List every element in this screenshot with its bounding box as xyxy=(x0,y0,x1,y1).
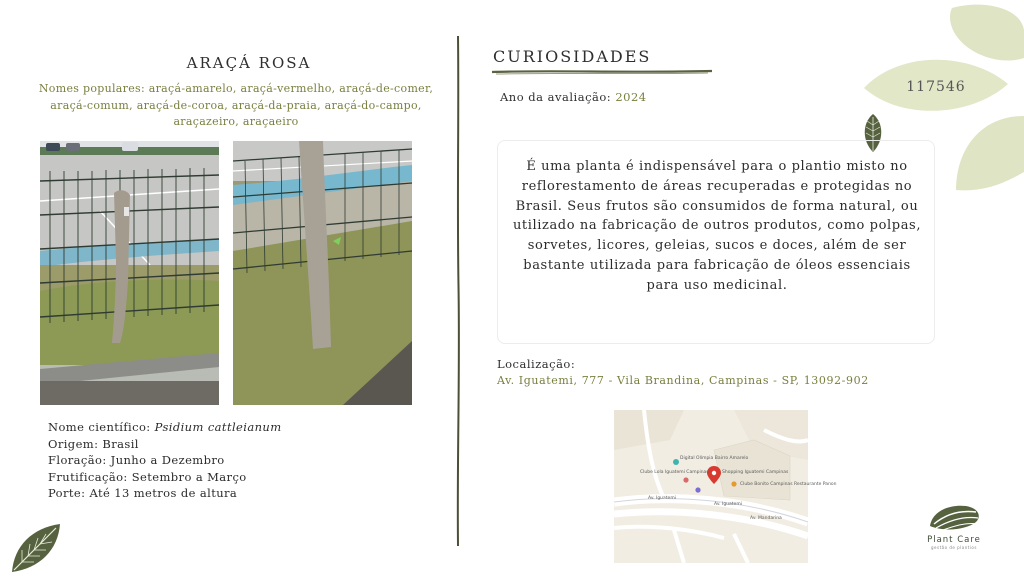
location-map[interactable] xyxy=(614,410,837,563)
popular-names: Nomes populares: araçá-amarelo, araçá-vermelho, araçá-de-comer, araçá-comum, araçá-de-coroa, araçá-da-praia, araçá-do-campo, araçazeiro, araçaeiro xyxy=(38,82,434,128)
location-address: Av. Iguatemi, 777 - Vila Brandina, Campinas - SP, 13092-902 xyxy=(497,374,869,387)
scientific-name-value: Psidium cattleianum xyxy=(154,420,282,434)
location-label: Localização: xyxy=(497,357,576,371)
origin-row: Origem: Brasil xyxy=(48,436,139,451)
evaluation-label: Ano da avaliação: xyxy=(500,90,616,104)
fruiting-row: Frutificação: Setembro a Março xyxy=(48,469,247,484)
map-road-label: Av. Iguatemi xyxy=(648,496,676,501)
species-facts xyxy=(48,419,448,502)
leaf-icon xyxy=(8,520,64,576)
map-road-label: Av. Iguatemi xyxy=(714,502,742,507)
evaluation-year xyxy=(500,90,647,104)
scientific-name-label: Nome científico: xyxy=(48,420,155,434)
map-poi-label: Shopping Iguatemi Campinas xyxy=(722,470,789,475)
curiosities-text: É uma planta é indispensável para o plantio misto no reflorestamento de áreas recuperadas e protegidas no Brasil. Seus frutos são consumidos de forma natural, ou utilizado na fabricação de outros produtos, como polpas, sorvetes, licores, geleias, sucos e doces, além de ser bastante utilizada para fabricação de óleos essenciais para uso medicinal. xyxy=(512,159,922,293)
evaluation-value: 2024 xyxy=(615,90,647,104)
brand-name: Plant Care xyxy=(927,535,981,545)
scientific-name-row xyxy=(48,419,448,436)
map-poi-label: Digital Olímpia Bairro Amarelo xyxy=(680,456,749,461)
map-poi-label: Clube Bonito Campinas Restaurante Panon xyxy=(740,482,837,487)
curiosities-title: CURIOSIDADES xyxy=(493,47,652,66)
map-road-label: Av. Mandarina xyxy=(750,516,782,521)
brand-tagline: gestão de plantios xyxy=(931,545,977,550)
record-code: 117546 xyxy=(906,79,966,95)
title-underline xyxy=(490,68,714,76)
column-divider xyxy=(454,36,462,546)
brand-logo-icon xyxy=(926,502,982,534)
map-poi-label: Clube Lola Iguatemi Campinas xyxy=(640,470,709,475)
species-title: ARAÇÁ ROSA xyxy=(186,54,312,72)
size-row: Porte: Até 13 metros de altura xyxy=(48,486,238,500)
tree-photo-1 xyxy=(40,141,219,405)
flowering-row: Floração: Junho a Dezembro xyxy=(48,453,225,467)
tree-photo-2 xyxy=(233,141,412,405)
